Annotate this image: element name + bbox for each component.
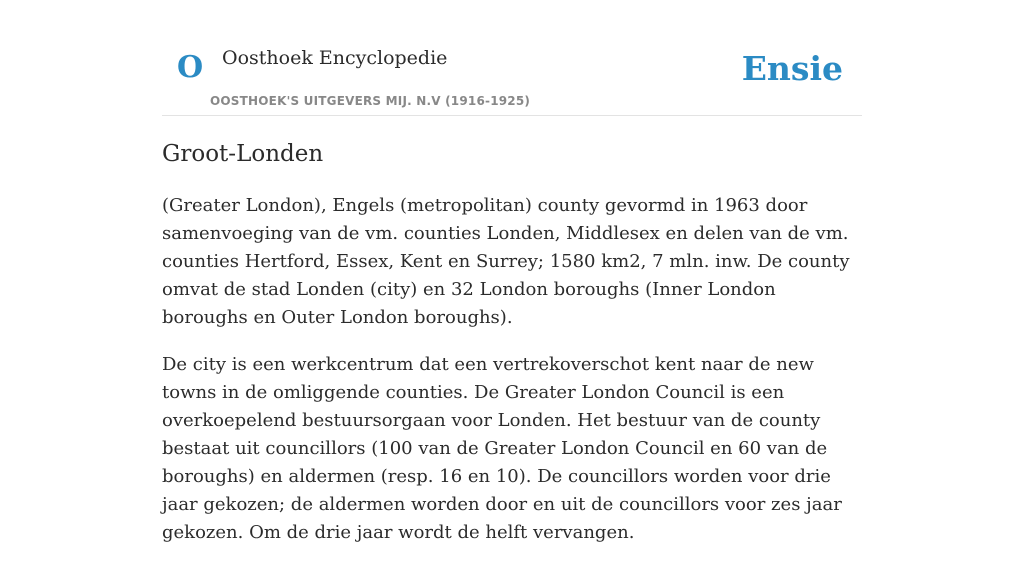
encyclopedia-title[interactable]: Oosthoek Encyclopedie bbox=[222, 47, 448, 69]
ensie-logo-link[interactable]: Ensie bbox=[741, 49, 843, 88]
index-letter[interactable]: O bbox=[177, 50, 204, 85]
article-body bbox=[162, 192, 862, 566]
page-container bbox=[162, 0, 862, 543]
article-title: Groot-Londen bbox=[162, 141, 324, 167]
encyclopedia-header bbox=[162, 0, 862, 116]
publisher-subtitle: OOSTHOEK'S UITGEVERS MIJ. N.V (1916-1925) bbox=[210, 94, 531, 108]
article-paragraph: De city is een werkcentrum dat een vertrekoverschot kent naar de new towns in de omliggende counties. De Greater London Council is een overkoepelend bestuursorgaan voor Londen. Het bestuur van de county bestaat uit councillors (100 van de Greater London Council en 60 van de boroughs) en aldermen (resp. 16 en 10). De councillors worden voor drie jaar gekozen; de aldermen worden door en uit de councillors voor zes jaar gekozen. Om de drie jaar wordt de helft vervangen. bbox=[162, 354, 842, 543]
article-paragraph: (Greater London), Engels (metropolitan) county gevormd in 1963 door samenvoeging van de vm. counties Londen, Middlesex en delen van de vm. counties Hertford, Essex, Kent en Surrey; 1580 km2, 7 mln. inw. De county omvat de stad Londen (city) en 32 London boroughs (Inner London boroughs en Outer London boroughs). bbox=[162, 195, 850, 328]
